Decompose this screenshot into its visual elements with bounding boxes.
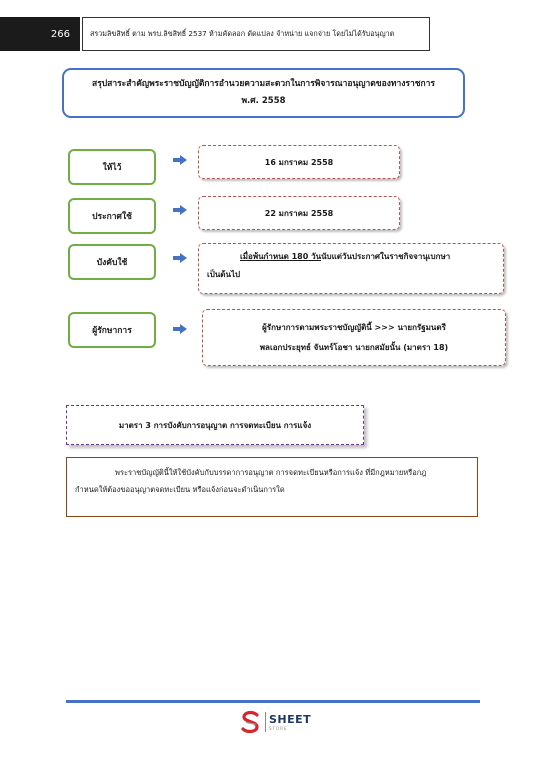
paragraph-line1: พระราชบัญญัตินี้ให้ใช้บังคับกับบรรดาการอนุญาต การจดทะเบียนหรือการแจ้ง ที่มีกฎหมายหรือกฎ <box>115 468 427 477</box>
value-caretaker-line1: ผู้รักษาการตามพระราชบัญญัตินี้ >>> นายกรัฐมนตรี <box>262 323 446 332</box>
arrow-right-icon <box>173 205 187 215</box>
summary-title-line1: สรุปสาระสำคัญพระราชบัญญัติการอำนวยความสะดวกในการพิจารณาอนุญาตของทางราชการ <box>92 79 435 89</box>
label-announced-date-text: ประกาศใช้ <box>92 212 132 222</box>
label-announced-date <box>68 198 156 234</box>
footer-logo <box>240 710 311 734</box>
arrow-right-icon <box>173 253 187 263</box>
value-effective-line2: เป็นต้นไป <box>207 270 241 279</box>
section-heading-text: มาตรา 3 การบังคับการอนุญาต การจดทะเบียน การแจ้ง <box>118 420 312 430</box>
header-title <box>82 17 430 51</box>
summary-title-box <box>62 68 465 118</box>
summary-title-line2: พ.ศ. 2558 <box>241 96 286 106</box>
value-given-date <box>198 145 400 179</box>
value-given-date-text: 16 มกราคม 2558 <box>264 157 334 167</box>
value-effective-underlined: เมื่อพ้นกำหนด 180 วัน <box>240 252 322 261</box>
arrow-right-icon <box>173 155 187 165</box>
label-effective <box>68 244 156 280</box>
page-number <box>0 17 80 51</box>
logo-text <box>269 714 311 731</box>
page-number-text: 266 <box>50 28 70 40</box>
value-effective-rest: นับแต่วันประกาศในราชกิจจานุเบกษา <box>321 252 451 261</box>
section-heading-box <box>66 405 364 445</box>
logo-sub: STORE <box>269 725 288 731</box>
value-announced-date-text: 22 มกราคม 2558 <box>264 208 334 218</box>
sheet-logo-icon <box>240 710 262 734</box>
header-title-text: สรวมลิขสิทธิ์ ตาม พรบ.ลิขสิทธิ์ 2537 ห้ามคัดลอก ดัดแปลง จำหน่าย แจกจ่าย โดยไม่ได้รับอนุญาต <box>90 28 395 38</box>
label-given-date <box>68 149 156 185</box>
value-caretaker <box>202 309 506 366</box>
logo-divider <box>265 712 266 732</box>
footer-rule <box>66 700 480 703</box>
value-announced-date <box>198 196 400 230</box>
logo-word: SHEET <box>269 712 312 726</box>
label-given-date-text: ให้ไว้ <box>102 163 122 173</box>
value-effective <box>198 243 504 294</box>
label-effective-text: บังคับใช้ <box>96 258 128 268</box>
label-caretaker <box>68 312 156 348</box>
label-caretaker-text: ผู้รักษาการ <box>92 326 132 336</box>
paragraph-line2: กำหนดให้ต้องขออนุญาตจดทะเบียน หรือแจ้งก่อนจะดำเนินการใด <box>75 485 285 494</box>
arrow-right-icon <box>173 324 187 334</box>
paragraph-box <box>66 457 478 517</box>
value-caretaker-line2: พลเอกประยุทธ์ จันทร์โอชา นายกสมัยนั้น (มาตรา 18) <box>259 343 449 352</box>
